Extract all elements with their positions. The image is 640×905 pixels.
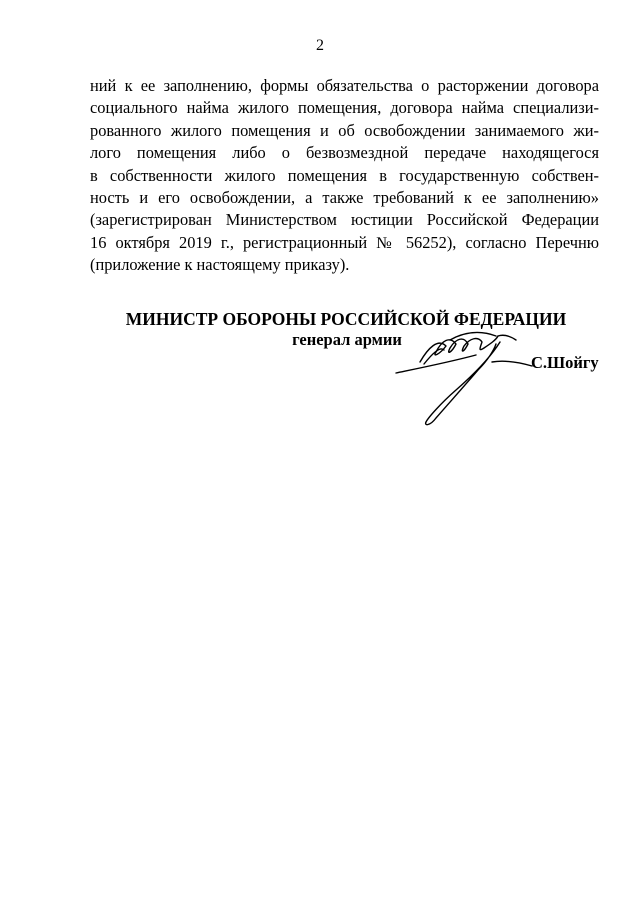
- body-line: (зарегистрирован Министерством юстиции Российской Федерации: [90, 210, 599, 230]
- signature-icon: [380, 318, 550, 428]
- body-line: ний к ее заполнению, формы обязательства о расторжении договора: [90, 76, 599, 95]
- body-line: в собственности жилого помещения в государственную собствен-: [90, 165, 599, 185]
- body-line: лого помещения либо о безвозмездной передаче находящегося: [90, 143, 599, 163]
- body-line: рованного жилого помещения и об освобождении занимаемого жи-: [90, 120, 599, 140]
- signatory-rank: генерал армии: [292, 330, 402, 349]
- body-paragraph: [90, 75, 599, 277]
- signatory-name: С.Шойгу: [531, 353, 599, 372]
- body-line: (приложение к настоящему приказу).: [90, 255, 350, 275]
- page-number: 2: [316, 37, 324, 54]
- body-line: 16 октября 2019 г., регистрационный № 56252), согласно Перечню: [90, 232, 599, 252]
- signatory-title: МИНИСТР ОБОРОНЫ РОССИЙСКОЙ ФЕДЕРАЦИИ: [125, 309, 567, 329]
- body-line: социального найма жилого помещения, договора найма специализи-: [90, 98, 599, 118]
- body-line: ность и его освобождении, а также требований к ее заполнению»: [90, 187, 599, 207]
